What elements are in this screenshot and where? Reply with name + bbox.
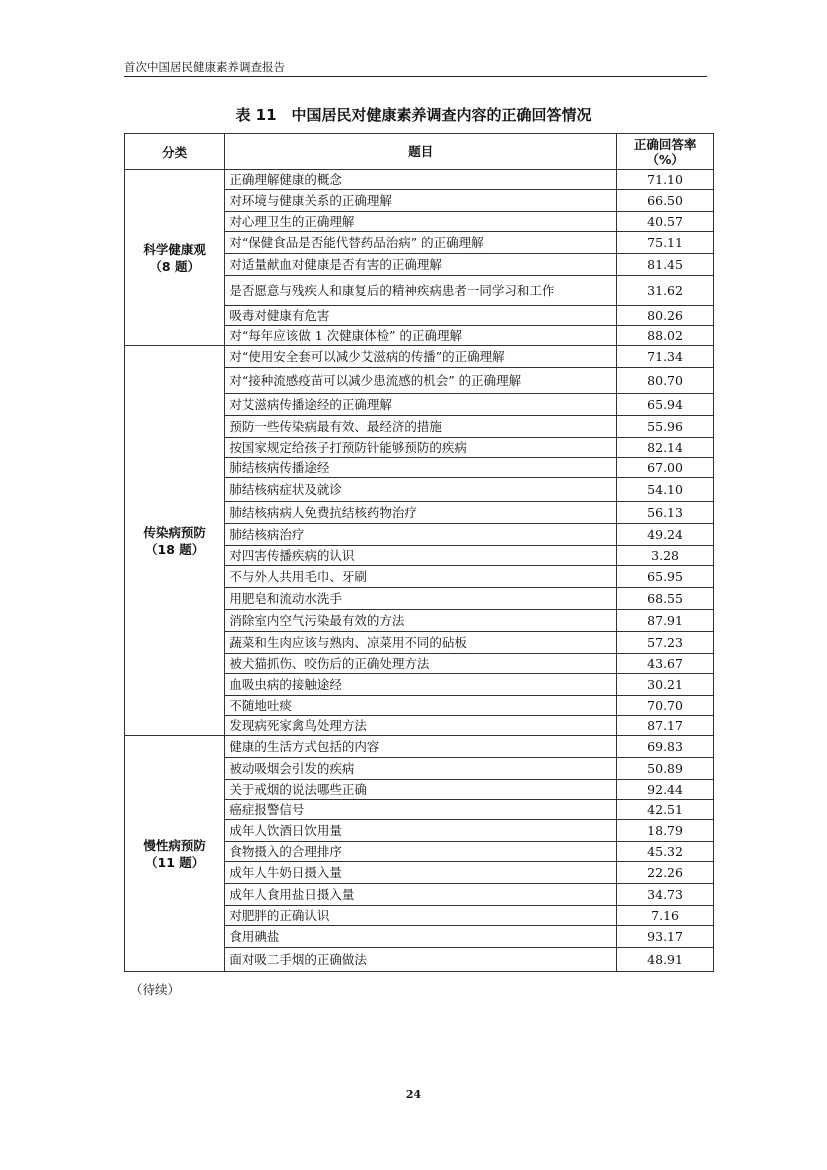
category-count: （18 题） [145, 541, 205, 557]
rate-value: 48.91 [617, 948, 714, 972]
header-category: 分类 [125, 134, 225, 170]
item-text: 成年人食用盐日摄入量 [225, 884, 617, 906]
rate-value: 75.11 [617, 232, 714, 254]
rate-value: 3.28 [617, 546, 714, 566]
item-text: 肺结核病症状及就诊 [225, 478, 617, 502]
rate-value: 70.70 [617, 696, 714, 716]
item-text: 对心理卫生的正确理解 [225, 212, 617, 232]
item-text: 肺结核病病人免费抗结核药物治疗 [225, 502, 617, 524]
page-number: 24 [405, 1088, 422, 1101]
rate-value: 56.13 [617, 502, 714, 524]
item-text: 蔬菜和生肉应该与熟肉、凉菜用不同的砧板 [225, 632, 617, 654]
table-body [125, 170, 714, 972]
rate-value: 42.51 [617, 800, 714, 820]
item-text: 预防一些传染病最有效、最经济的措施 [225, 416, 617, 438]
item-text: 被犬猫抓伤、咬伤后的正确处理方法 [225, 654, 617, 674]
category-cell [125, 346, 225, 736]
rate-value: 68.55 [617, 588, 714, 610]
table-row [125, 170, 714, 190]
item-text: 食用碘盐 [225, 926, 617, 948]
rate-value: 50.89 [617, 758, 714, 780]
continued-note: （待续） [130, 982, 181, 997]
category-count: （11 题） [145, 854, 205, 870]
running-header: 首次中国居民健康素养调查报告 [124, 60, 285, 74]
item-text: 是否愿意与残疾人和康复后的精神疾病患者一同学习和工作 [225, 276, 617, 306]
item-text: 肺结核病治疗 [225, 524, 617, 546]
item-text: 健康的生活方式包括的内容 [225, 736, 617, 758]
rate-value: 80.26 [617, 306, 714, 326]
item-text: 癌症报警信号 [225, 800, 617, 820]
item-text: 对肥胖的正确认识 [225, 906, 617, 926]
item-text: 不与外人共用毛巾、牙刷 [225, 566, 617, 588]
item-text: 对适量献血对健康是否有害的正确理解 [225, 254, 617, 276]
rate-value: 93.17 [617, 926, 714, 948]
item-text: 血吸虫病的接触途经 [225, 674, 617, 696]
rate-value: 65.94 [617, 394, 714, 416]
header-item: 题目 [225, 134, 617, 170]
rate-value: 88.02 [617, 326, 714, 346]
item-text: 肺结核病传播途经 [225, 458, 617, 478]
item-text: 正确理解健康的概念 [225, 170, 617, 190]
item-text: 按国家规定给孩子打预防针能够预防的疾病 [225, 438, 617, 458]
header-rate: 正确回答率（%） [617, 134, 714, 170]
item-text: 用肥皂和流动水洗手 [225, 588, 617, 610]
rate-value: 7.16 [617, 906, 714, 926]
rate-value: 69.83 [617, 736, 714, 758]
item-text: 不随地吐痰 [225, 696, 617, 716]
category-name: 传染病预防 [143, 524, 206, 540]
item-text: 对“使用安全套可以减少艾滋病的传播”的正确理解 [225, 346, 617, 368]
rate-value: 67.00 [617, 458, 714, 478]
item-text: 对环境与健康关系的正确理解 [225, 190, 617, 212]
category-name: 科学健康观 [143, 241, 206, 257]
item-text: 成年人牛奶日摄入量 [225, 862, 617, 884]
rate-value: 18.79 [617, 820, 714, 842]
item-text: 对“保健食品是否能代替药品治病” 的正确理解 [225, 232, 617, 254]
rate-value: 55.96 [617, 416, 714, 438]
survey-results-table [124, 133, 714, 972]
item-text: 发现病死家禽鸟处理方法 [225, 716, 617, 736]
rate-value: 87.17 [617, 716, 714, 736]
rate-value: 81.45 [617, 254, 714, 276]
rate-value: 43.67 [617, 654, 714, 674]
rate-value: 82.14 [617, 438, 714, 458]
category-cell [125, 170, 225, 346]
rate-value: 87.91 [617, 610, 714, 632]
rate-value: 57.23 [617, 632, 714, 654]
rate-value: 30.21 [617, 674, 714, 696]
item-text: 关于戒烟的说法哪些正确 [225, 780, 617, 800]
rate-value: 49.24 [617, 524, 714, 546]
table-title: 表 11 中国居民对健康素养调查内容的正确回答情况 [235, 106, 592, 124]
item-text: 对艾滋病传播途经的正确理解 [225, 394, 617, 416]
rate-value: 22.26 [617, 862, 714, 884]
rate-value: 80.70 [617, 368, 714, 394]
category-count: （8 题） [149, 258, 200, 274]
rate-value: 40.57 [617, 212, 714, 232]
rate-value: 71.10 [617, 170, 714, 190]
item-text: 吸毒对健康有危害 [225, 306, 617, 326]
item-text: 对“接种流感疫苗可以减少患流感的机会” 的正确理解 [225, 368, 617, 394]
rate-value: 54.10 [617, 478, 714, 502]
item-text: 对“每年应该做 1 次健康体检” 的正确理解 [225, 326, 617, 346]
item-text: 食物摄入的合理排序 [225, 842, 617, 862]
table-row [125, 736, 714, 758]
rate-value: 92.44 [617, 780, 714, 800]
table-header-row [125, 134, 714, 170]
rate-value: 66.50 [617, 190, 714, 212]
rate-value: 34.73 [617, 884, 714, 906]
category-cell [125, 736, 225, 972]
rate-value: 45.32 [617, 842, 714, 862]
header-rule [124, 76, 707, 77]
rate-value: 31.62 [617, 276, 714, 306]
item-text: 成年人饮酒日饮用量 [225, 820, 617, 842]
item-text: 对四害传播疾病的认识 [225, 546, 617, 566]
item-text: 消除室内空气污染最有效的方法 [225, 610, 617, 632]
rate-value: 71.34 [617, 346, 714, 368]
rate-value: 65.95 [617, 566, 714, 588]
table-row [125, 346, 714, 368]
item-text: 面对吸二手烟的正确做法 [225, 948, 617, 972]
item-text: 被动吸烟会引发的疾病 [225, 758, 617, 780]
category-name: 慢性病预防 [143, 837, 206, 853]
